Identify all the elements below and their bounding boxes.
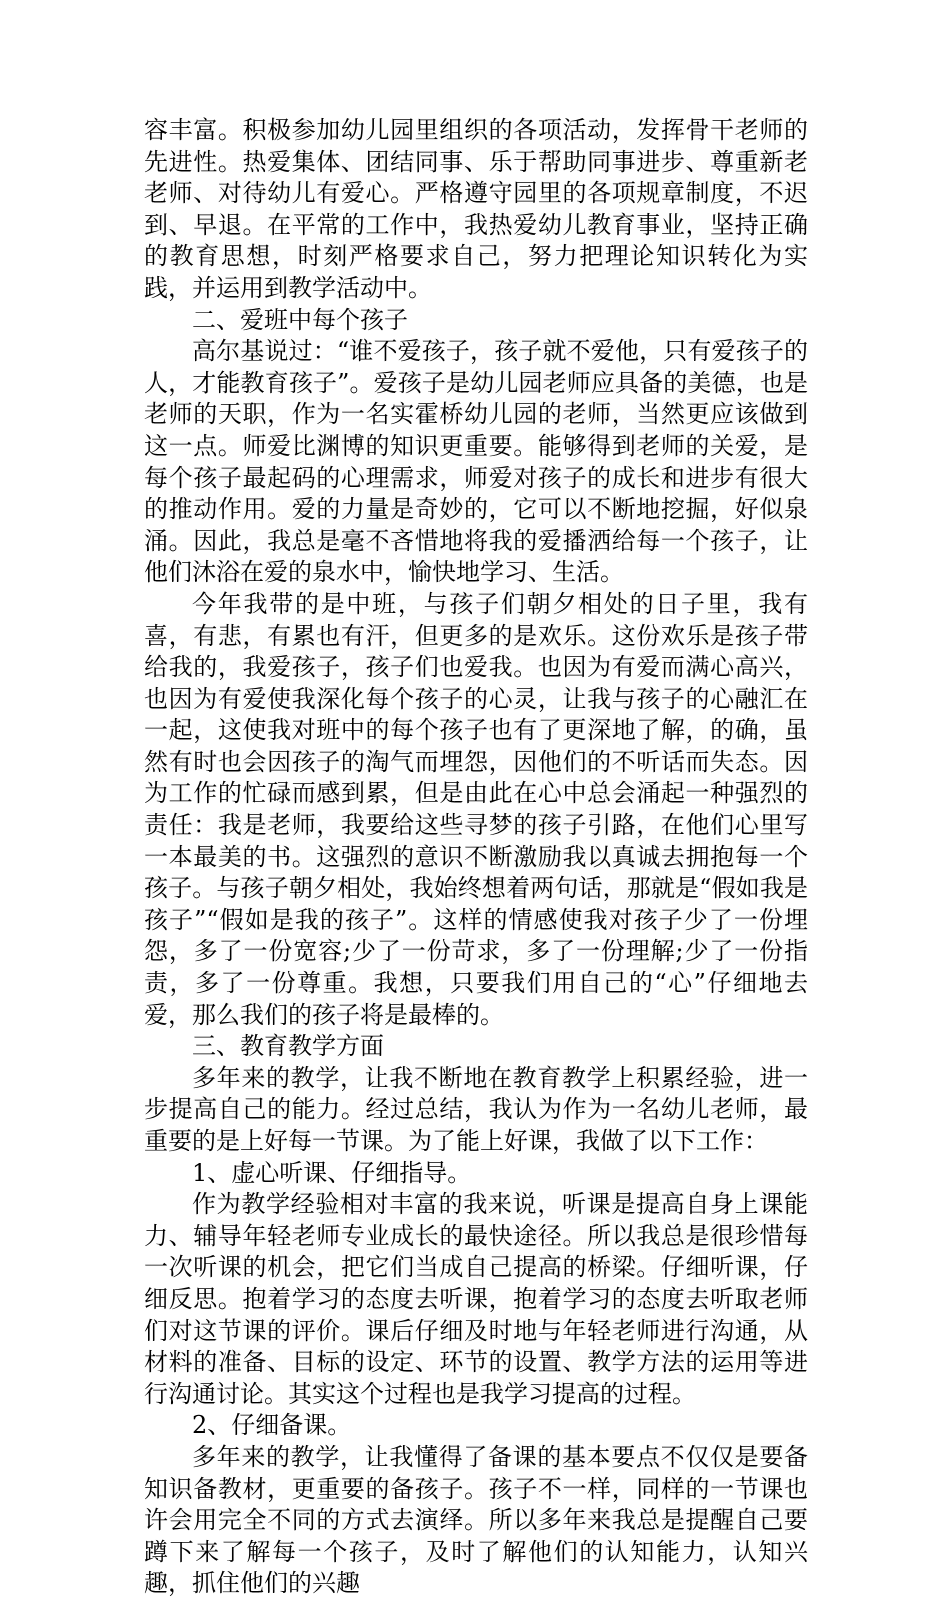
paragraph-1: 容丰富。积极参加幼儿园里组织的各项活动，发挥骨干老师的先进性。热爱集体、团结同事、乐于帮助同事进步、尊重新老老师、对待幼儿有爱心。严格遵守园里的各项规章制度，不迟到、早退。在平常的工作中，我热爱幼儿教育事业，坚持正确的教育思想，时刻严格要求自己，努力把理论知识转化为实践，并运用到教学活动中。 (144, 116, 808, 302)
paragraph-prepare-lessons: 多年来的教学，让我懂得了备课的基本要点不仅仅是要备知识备教材，更重要的备孩子。孩子不一样，同样的一节课也许会用完全不同的方式去演绎。所以多年来我总是提醒自己要蹲下来了解每一个孩子，及时了解他们的认知能力，认知兴趣，抓住他们的兴趣 (144, 1442, 808, 1598)
paragraph-teaching-intro: 多年来的教学，让我不断地在教育教学上积累经验，进一步提高自己的能力。经过总结，我认为作为一名幼儿老师，最重要的是上好每一节课。为了能上好课，我做了以下工作： (144, 1063, 808, 1155)
section-heading-love-children: 二、爱班中每个孩子 (192, 305, 408, 334)
subheading-listen-lessons: 1、虚心听课、仔细指导。 (192, 1158, 472, 1187)
paragraph-listen-lessons: 作为教学经验相对丰富的我来说，听课是提高自身上课能力、辅导年轻老师专业成长的最快途径。所以我总是很珍惜每一次听课的机会，把它们当成自己提高的桥梁。仔细听课，仔细反思。抱着学习的态度去听课，抱着学习的态度去听取老师们对这节课的评价。课后仔细及时地与年轻老师进行沟通，从材料的准备、目标的设定、环节的设置、教学方法的运用等进行沟通讨论。其实这个过程也是我学习提高的过程。 (144, 1190, 808, 1408)
section-heading-teaching: 三、教育教学方面 (192, 1032, 384, 1061)
paragraph-gorky-quote: 高尔基说过：“谁不爱孩子，孩子就不爱他，只有爱孩子的人，才能教育孩子”。爱孩子是幼儿园老师应具备的美德，也是老师的天职，作为一名实霍桥幼儿园的老师，当然更应该做到这一点。师爱比渊博的知识更重要。能够得到老师的关爱，是每个孩子最起码的心理需求，师爱对孩子的成长和进步有很大的推动作用。爱的力量是奇妙的，它可以不断地挖掘，好似泉涌。因此，我总是毫不吝惜地将我的爱播洒给每一个孩子，让他们沐浴在爱的泉水中，愉快地学习、生活。 (144, 337, 808, 587)
paragraph-middle-class: 今年我带的是中班，与孩子们朝夕相处的日子里，我有喜，有悲，有累也有汗，但更多的是欢乐。这份欢乐是孩子带给我的，我爱孩子，孩子们也爱我。也因为有爱而满心高兴，也因为有爱使我深化每个孩子的心灵，让我与孩子的心融汇在一起，这使我对班中的每个孩子也有了更深地了解，的确，虽然有时也会因孩子的淘气而埋怨，因他们的不听话而失态。因为工作的忙碌而感到累，但是由此在心中总会涌起一种强烈的责任：我是老师，我要给这些寻梦的孩子引路，在他们心里写一本最美的书。这强烈的意识不断激励我以真诚去拥抱每一个孩子。与孩子朝夕相处，我始终想着两句话，那就是“假如我是孩子”“假如是我的孩子”。这样的情感使我对孩子少了一份埋怨，多了一份宽容;少了一份苛求，多了一份理解;少了一份指责，多了一份尊重。我想，只要我们用自己的“心”仔细地去爱，那么我们的孩子将是最棒的。 (144, 589, 808, 1029)
subheading-prepare-lessons: 2、仔细备课。 (192, 1411, 352, 1440)
document-body (144, 115, 808, 1600)
